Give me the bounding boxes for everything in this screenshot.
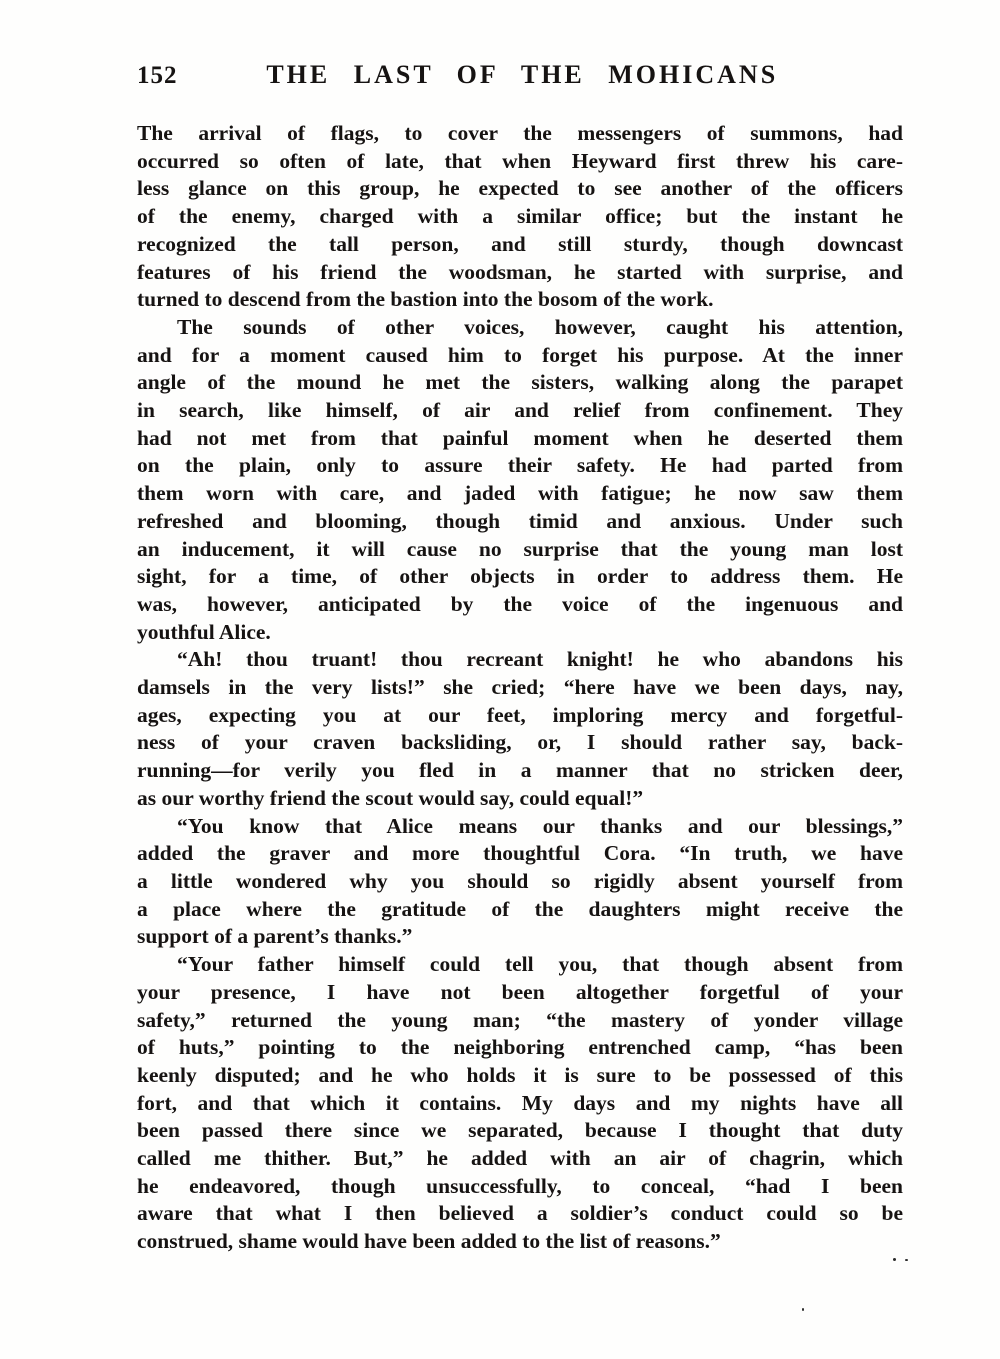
text-line: construed, shame would have been added to the list of reasons.” <box>137 1229 721 1254</box>
text-line: aware that what I then believed a soldier’s conduct could so be <box>137 1201 903 1226</box>
text-line: was, however, anticipated by the voice of the ingenuous and <box>137 591 903 616</box>
text-line: keenly disputed; and he who holds it is sure to be possessed of this <box>137 1062 903 1087</box>
scan-artifact-dot <box>893 1258 896 1261</box>
text-line: features of his friend the woodsman, he started with surprise, and <box>137 259 903 284</box>
paragraph <box>137 813 903 952</box>
text-line: as our worthy friend the scout would say, could equal!” <box>137 785 644 810</box>
text-line: less glance on this group, he expected to see another of the officers <box>137 176 903 201</box>
text-line: of huts,” pointing to the neighboring entrenched camp, “has been <box>137 1035 903 1060</box>
paragraph <box>137 646 903 812</box>
scan-artifact-dot <box>905 1259 908 1261</box>
text-line: refreshed and blooming, though timid and anxious. Under such <box>137 508 903 533</box>
text-line: your presence, I have not been altogether forgetful of your <box>137 979 903 1004</box>
text-line: he endeavored, though unsuccessfully, to conceal, “had I been <box>137 1173 903 1198</box>
text-line: had not met from that painful moment when he deserted them <box>137 425 903 450</box>
text-line: been passed there since we separated, because I thought that duty <box>137 1118 903 1143</box>
text-line: them worn with care, and jaded with fatigue; he now saw them <box>137 481 903 506</box>
text-line: “You know that Alice means our thanks and our blessings,” <box>177 813 903 838</box>
text-line: fort, and that which it contains. My days and my nights have all <box>137 1090 903 1115</box>
text-line: The arrival of flags, to cover the messengers of summons, had <box>137 121 903 145</box>
text-line: recognized the tall person, and still sturdy, though downcast <box>137 231 903 256</box>
text-line: and for a moment caused him to forget his purpose. At the inner <box>137 342 903 367</box>
text-line: youthful Alice. <box>137 619 271 644</box>
text-line: occurred so often of late, that when Heyward first threw his care- <box>137 148 903 173</box>
text-line: damsels in the very lists!” she cried; “here have we been days, nay, <box>137 675 903 700</box>
text-line: ages, expecting you at our feet, imploring mercy and forgetful- <box>137 702 903 727</box>
text-line: sight, for a time, of other objects in order to address them. He <box>137 564 903 589</box>
text-line: “Ah! thou truant! thou recreant knight! he who abandons his <box>177 647 903 672</box>
text-line: “Your father himself could tell you, that though absent from <box>177 952 903 977</box>
page-header <box>137 60 903 90</box>
text-line: a little wondered why you should so rigidly absent yourself from <box>137 868 903 893</box>
text-line: called me thither. But,” he added with an air of chagrin, which <box>137 1146 903 1171</box>
page-number: 152 <box>137 62 178 89</box>
paragraph <box>137 314 903 646</box>
page-text <box>137 120 903 1256</box>
text-line: angle of the mound he met the sisters, walking along the parapet <box>137 370 903 395</box>
text-line: in search, like himself, of air and relief from confinement. They <box>137 398 903 423</box>
text-line: added the graver and more thoughtful Cora. “In truth, we have <box>137 841 903 866</box>
text-line: safety,” returned the young man; “the mastery of yonder village <box>137 1007 903 1032</box>
text-line: on the plain, only to assure their safety. He had parted from <box>137 453 903 478</box>
paragraph <box>137 951 903 1256</box>
text-line: support of a parent’s thanks.” <box>137 924 413 949</box>
text-line: a place where the gratitude of the daughters might receive the <box>137 896 903 921</box>
scan-artifact-dot <box>802 1308 804 1311</box>
text-line: The sounds of other voices, however, caught his attention, <box>177 314 903 339</box>
text-line: running—for verily you fled in a manner that no stricken deer, <box>137 758 903 783</box>
paragraph <box>137 120 903 314</box>
text-line: turned to descend from the bastion into the bosom of the work. <box>137 287 714 312</box>
running-title: THE LAST OF THE MOHICANS <box>266 60 779 89</box>
text-line: an inducement, it will cause no surprise that the young man lost <box>137 536 903 561</box>
text-line: of the enemy, charged with a similar office; but the instant he <box>137 204 903 229</box>
text-line: ness of your craven backsliding, or, I should rather say, back- <box>137 730 903 755</box>
